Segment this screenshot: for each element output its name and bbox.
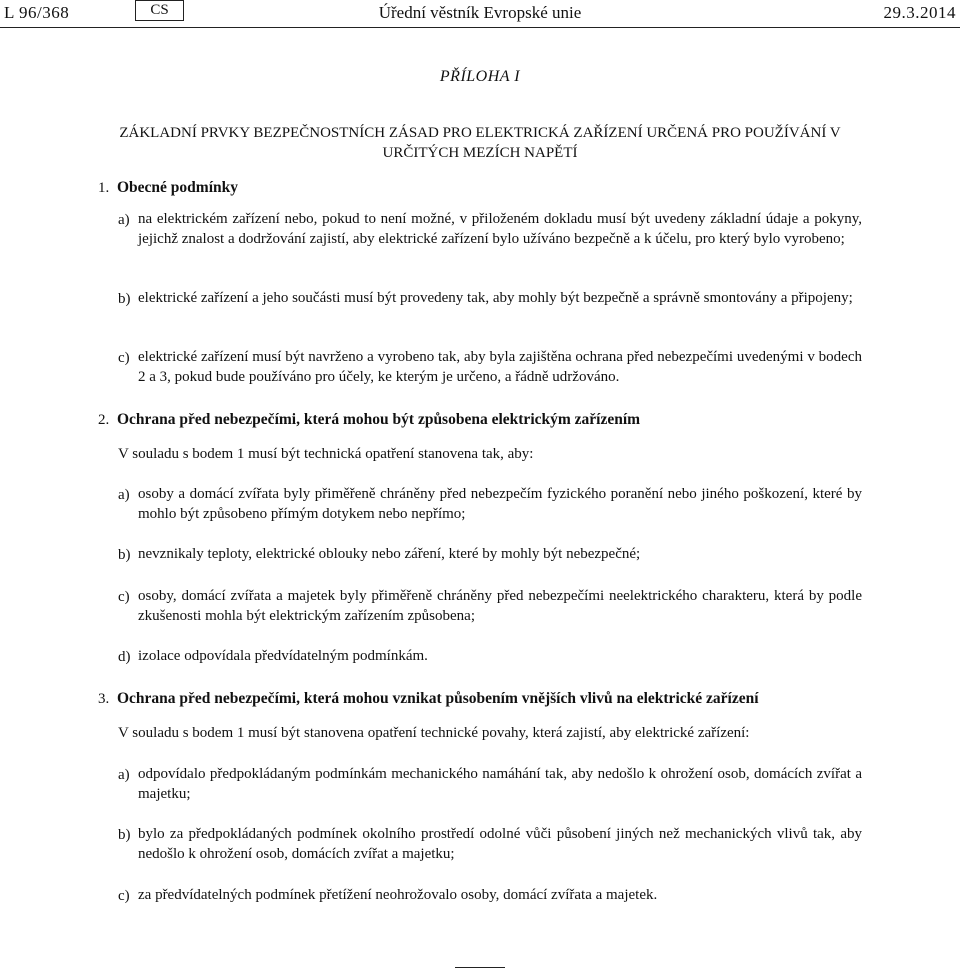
item-marker: b) [118,291,131,307]
document-title: ZÁKLADNÍ PRVKY BEZPEČNOSTNÍCH ZÁSAD PRO ELEKTRICKÁ ZAŘÍZENÍ URČENÁ PRO POUŽÍVÁNÍ V URČITÝCH MEZÍCH NAPĚTÍ [119,125,841,161]
section-heading: Ochrana před nebezpečími, která mohou vznikat působením vnějších vlivů na elektrické zařízení [117,690,759,707]
item-text: izolace odpovídala předvídatelným podmínkám. [138,648,428,664]
item-text: elektrické zařízení a jeho součásti musí být provedeny tak, aby mohly být bezpečně a správně smontovány a připojeny; [138,290,853,306]
item-text: bylo za předpokládaných podmínek okolního prostředí odolné vůči působení jiných než mechanických vlivů tak, aby nedošlo k ohrožení osob, domácích zvířat a majetku; [138,826,862,862]
header-divider [0,27,960,28]
item-marker: c) [118,350,130,366]
item-text: osoby, domácí zvířata a majetek byly přiměřeně chráněny před nebezpečími neelektrického charakteru, která by podle zkušenosti mohla být elektrickým zařízením způsobena; [138,588,862,624]
journal-title: Úřední věstník Evropské unie [378,3,582,22]
item-text: elektrické zařízení musí být navrženo a vyrobeno tak, aby byla zajištěna ochrana před nebezpečími uvedenými v bodech 2 a 3, pokud bude používáno pro účely, ke kterým je určeno, a řádně udržováno. [138,349,862,385]
publication-date: 29.3.2014 [883,3,956,22]
annex-title: PŘÍLOHA I [439,68,521,85]
item-marker: b) [118,547,131,563]
item-marker: c) [118,888,130,904]
item-text: nevznikaly teploty, elektrické oblouky nebo záření, které by mohly být nebezpečné; [138,546,641,562]
item-marker: a) [118,487,130,503]
item-marker: a) [118,767,130,783]
section-number: 2. [98,412,110,428]
page-reference: L 96/368 [4,3,70,22]
item-marker: b) [118,827,131,843]
section-heading: Obecné podmínky [117,179,239,196]
section-heading: Ochrana před nebezpečími, která mohou být způsobena elektrickým zařízením [117,411,641,428]
item-marker: d) [118,649,131,665]
language-code-box: CS [135,0,184,21]
item-text: odpovídalo předpokládaným podmínkám mechanického namáhání tak, aby nedošlo k ohrožení osob, domácích zvířat a majetku; [138,766,862,802]
page-header [0,0,960,32]
item-text: za předvídatelných podmínek přetížení neohrožovalo osoby, domácí zvířata a majetek. [138,887,658,903]
section-number: 1. [98,180,110,196]
item-text: na elektrickém zařízení nebo, pokud to není možné, v přiloženém dokladu musí být uvedeny základní údaje a pokyny, jejichž znalost a dodržování zajistí, aby elektrické zařízení bylo užíváno bezpečně a k účelu, pro který bylo vyrobeno; [138,211,862,247]
item-marker: c) [118,589,130,605]
section-number: 3. [98,691,110,707]
item-text: osoby a domácí zvířata byly přiměřeně chráněny před nebezpečím fyzického poranění nebo jiného poškození, které by mohlo být způsobeno přímým dotykem nebo nepřímo; [138,486,862,522]
item-marker: a) [118,212,130,228]
section-intro: V souladu s bodem 1 musí být technická opatření stanovena tak, aby: [118,446,534,462]
section-intro: V souladu s bodem 1 musí být stanovena opatření technické povahy, která zajistí, aby elektrické zařízení: [118,725,750,741]
footer-rule [455,967,505,968]
